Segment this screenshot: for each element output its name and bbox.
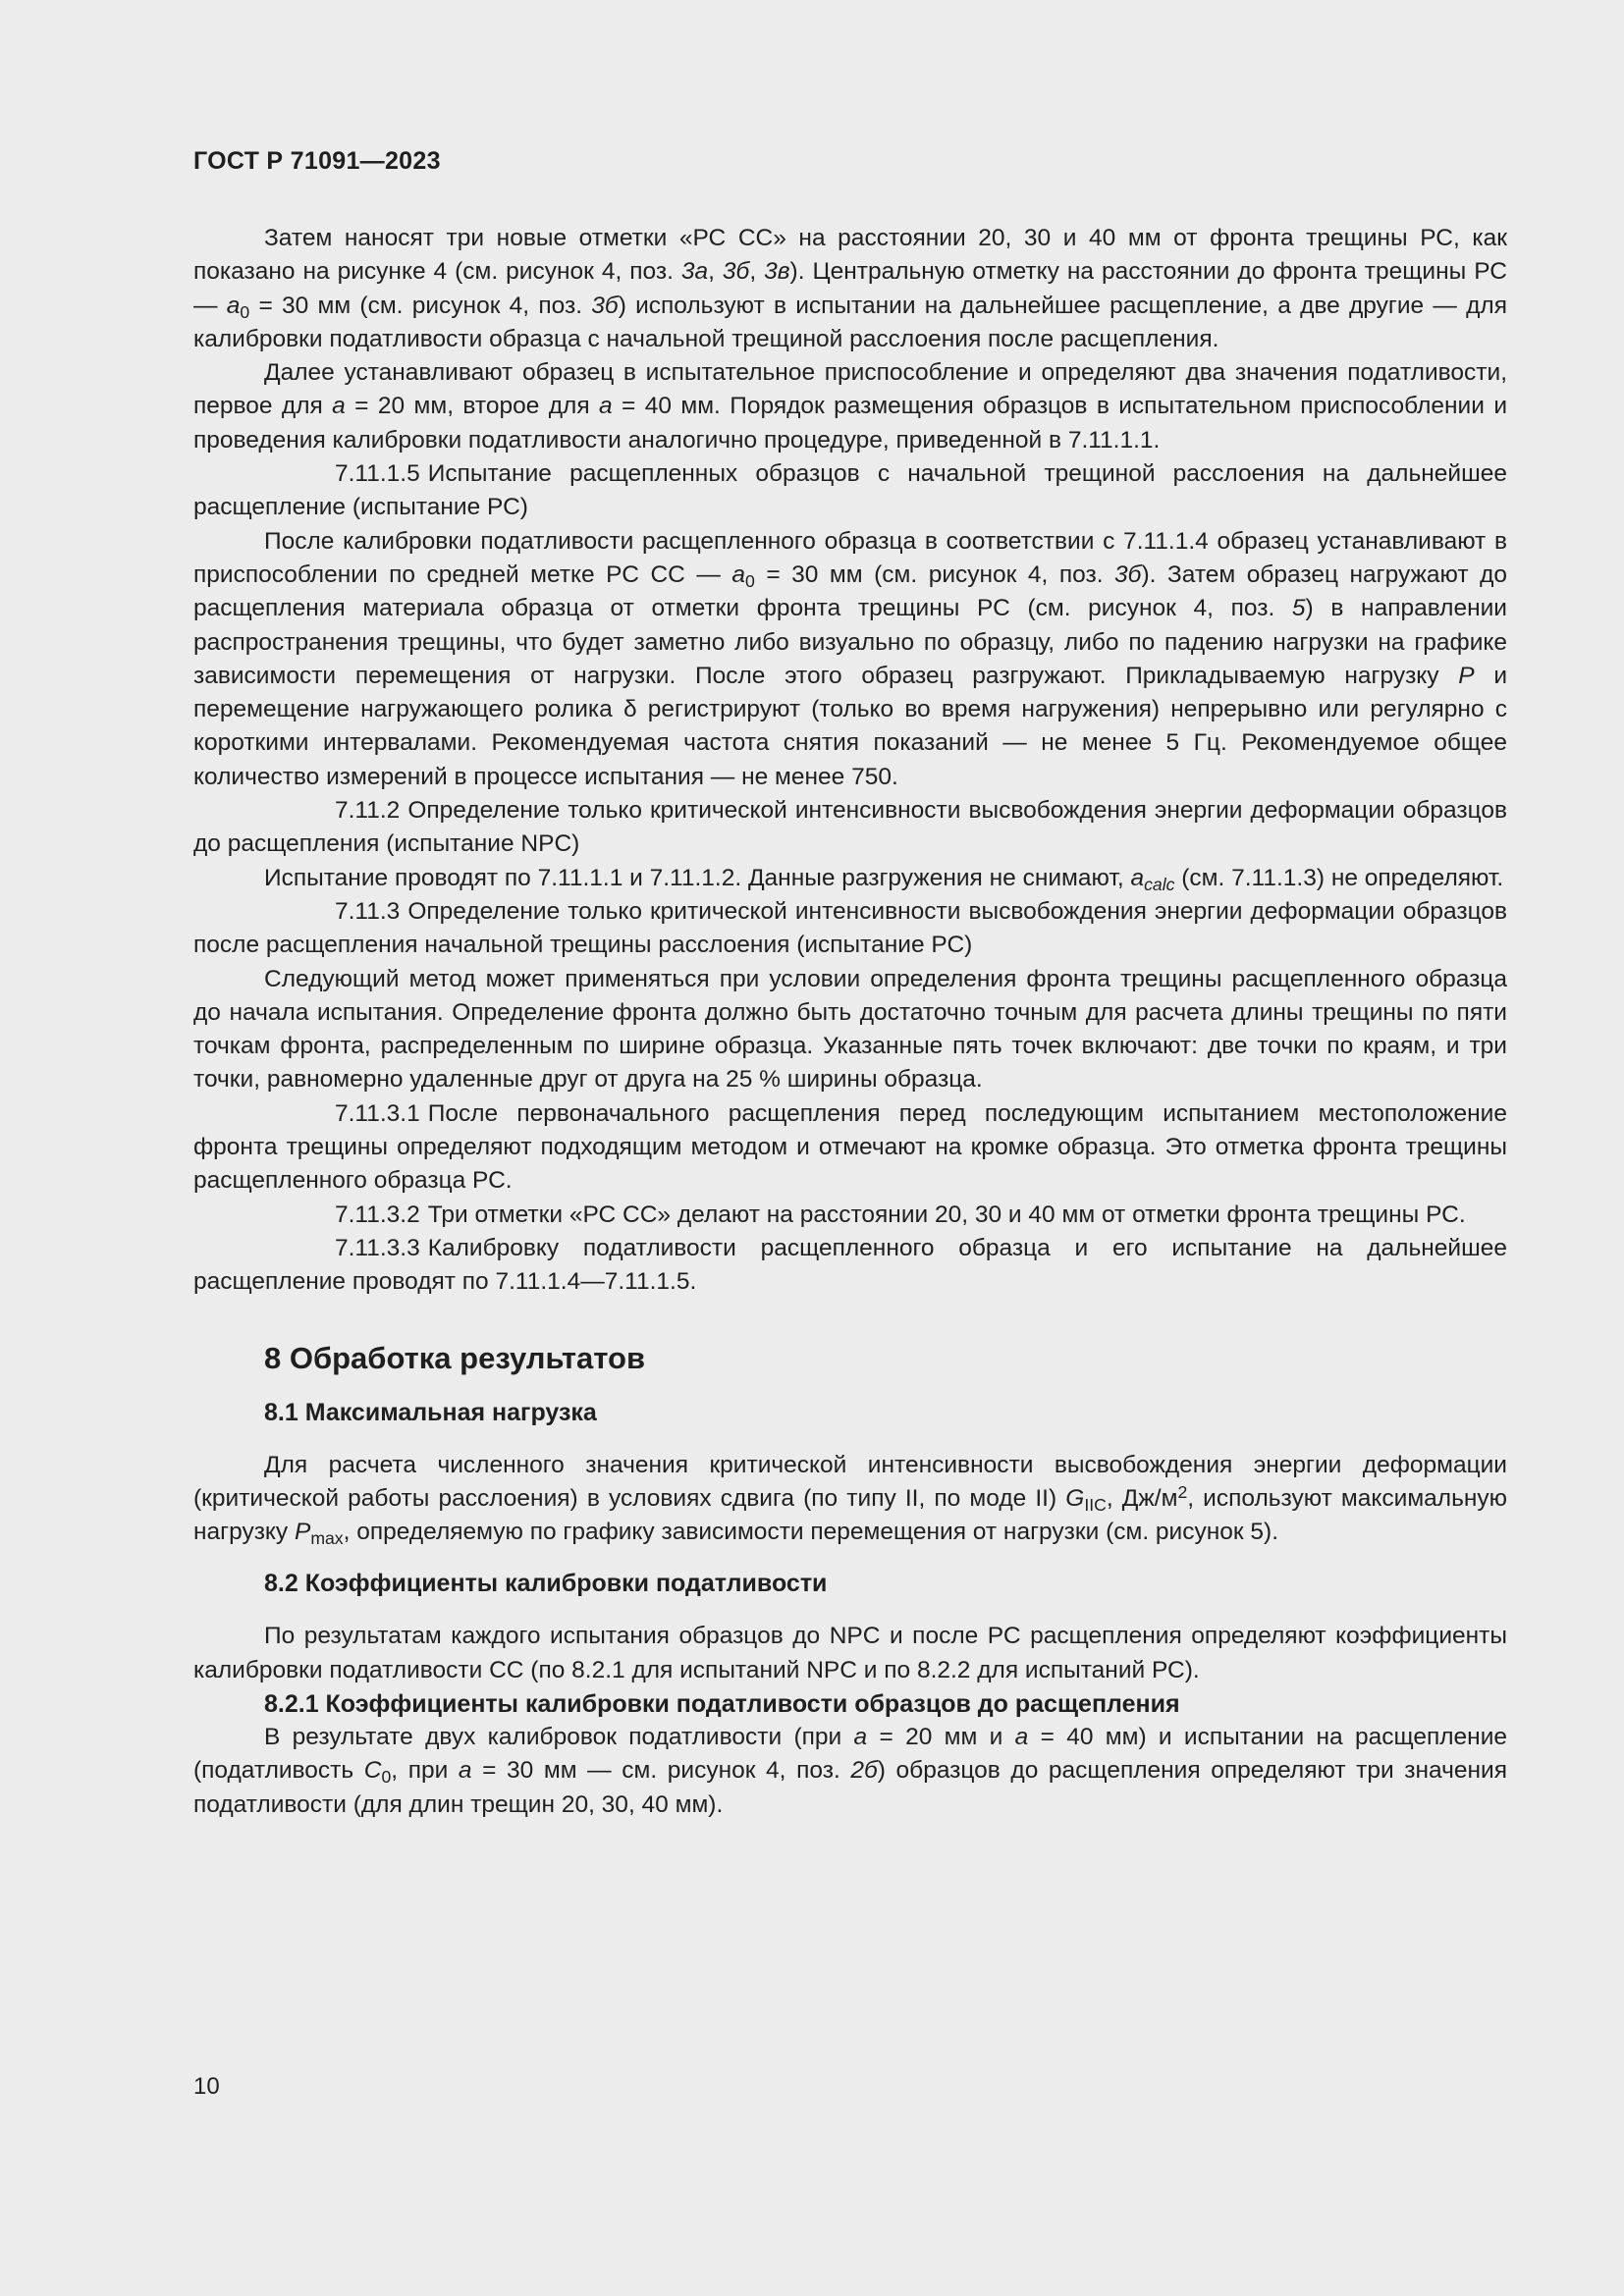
paragraph: Затем наносят три новые отметки «РС СС» на расстоянии 20, 30 и 40 мм от фронта трещины РС, как показано на рисунке 4 (см. рисунок 4, поз. 3а, 3б, 3в). Центральную отметку на расстоянии до фронта трещины РС — $a_0 = 30$ мм (см. рисунок 4, поз. 3б) используют в испытании на дальнейшее расщепление, а две другие — для калибровки податливости образца с начальной трещиной расслоения после расщепления. xyxy=(193,225,1507,352)
clause-number: 7.11.2 xyxy=(335,797,401,825)
clause-heading: 7.11.2 Определение только критической интенсивности высвобождения энергии деформации образцов до расщепления (испытание NPC) xyxy=(193,794,1507,862)
paragraph: После калибровки податливости расщепленного образца в соответствии с 7.11.1.4 образец устанавливают в приспособлении по средней метке РС СС — $a_0 = 30$ мм (см. рисунок 4, поз. 3б). Затем образец нагружают до расщепления материала образца от отметки фронта трещины РС (см. рисунок 4, поз. 5) в направлении распространения трещины, что будет заметно либо визуально по образцу, либо по падению нагрузки на графике зависимости перемещения от нагрузки. После этого образец разгружают. Прикладываемую нагрузку P и перемещение нагружающего ролика δ регистрируют (только во время нагружения) непрерывно или регулярно с короткими интервалами. Рекомендуемая частота снятия показаний — не менее 5 Гц. Рекомендуемое общее количество измерений в процессе испытания — не менее 750. xyxy=(193,527,1507,790)
clause-heading: 7.11.1.5 Испытание расщепленных образцов с начальной трещиной расслоения на дальнейшее расщепление (испытание РС) xyxy=(193,457,1507,525)
paragraph: Испытание проводят по 7.11.1.1 и 7.11.1.2. Данные разгружения не снимают, $a_{calc}$ (см. 7.11.1.3) не определяют. xyxy=(264,864,1504,894)
paragraph: Следующий метод может применяться при условии определения фронта трещины расщепленного образца до начала испытания. Определение фронта должно быть достаточно точным для расчета длины трещины по пяти точкам фронта, распределенным по ширине образца. Указанные пять точек включают: две точки по краям, и три точки, равномерно удаленные друг от друга на 25 % ширины образца. xyxy=(193,965,1507,1094)
clause-paragraph: 7.11.3.1 После первоначального расщепления перед последующим испытанием местоположение фронта трещины определяют подходящим методом и отмечают на кромке образца. Это отметка фронта трещины расщепленного образца РС. xyxy=(193,1097,1507,1199)
clause-number: 7.11.3.2 xyxy=(335,1201,420,1228)
clause-paragraph: 7.11.3.3 Калибровку податливости расщепленного образца и его испытание на дальнейшее расщепление проводят по 7.11.1.4—7.11.1.5. xyxy=(193,1232,1507,1300)
subsection-heading: 8.1 Максимальная нагрузка xyxy=(264,1398,597,1426)
paragraph: Для расчета численного значения критической интенсивности высвобождения энергии деформации (критической работы расслоения) в условиях сдвига (по типу II, по моде II) $G_{IIC}$, $Дж/м^2$, используют максимальную нагрузку $P_{max}$, определяемую по графику зависимости перемещения от нагрузки (см. рисунок 5). xyxy=(193,1451,1508,1549)
subsubsection-heading: 8.2.1 Коэффициенты калибровки податливости образцов до расщепления xyxy=(264,1689,1180,1718)
clause-heading: 7.11.3 Определение только критической интенсивности высвобождения энергии деформации образцов после расщепления начальной трещины расслоения (испытание РС) xyxy=(193,895,1507,963)
page-number: 10 xyxy=(193,2073,220,2100)
paragraph: По результатам каждого испытания образцов до NPC и после РС расщепления определяют коэффициенты калибровки податливости СС (по 8.2.1 для испытаний NPC и по 8.2.2 для испытаний РС). xyxy=(193,1623,1507,1683)
section-heading: 8 Обработка результатов xyxy=(264,1340,646,1375)
clause-paragraph: 7.11.3.2 Три отметки «РС СС» делают на расстоянии 20, 30 и 40 мм от отметки фронта трещины РС. xyxy=(193,1199,1507,1232)
document-body xyxy=(193,222,1507,1822)
document-header: ГОСТ Р 71091—2023 xyxy=(193,147,441,175)
clause-number: 7.11.1.5 xyxy=(335,460,420,488)
subsection-heading: 8.2 Коэффициенты калибровки податливости xyxy=(264,1570,828,1598)
clause-number: 7.11.3 xyxy=(335,897,401,925)
paragraph: Далее устанавливают образец в испытательное приспособление и определяют два значения податливости, первое для a = 20 мм, второе для a = 40 мм. Порядок размещения образцов в испытательном приспособлении и проведения калибровки податливости аналогично процедуре, приведенной в 7.11.1.1. xyxy=(193,359,1507,454)
paragraph: В результате двух калибровок податливости (при a = 20 мм и a = 40 мм) и испытании на расщепление (податливость $C_0$, при a = 30 мм — см. рисунок 4, поз. 2б) образцов до расщепления определяют три значения податливости (для длин трещин 20, 30, 40 мм). xyxy=(193,1723,1508,1818)
clause-number: 7.11.3.1 xyxy=(335,1099,420,1127)
clause-number: 7.11.3.3 xyxy=(335,1234,420,1261)
